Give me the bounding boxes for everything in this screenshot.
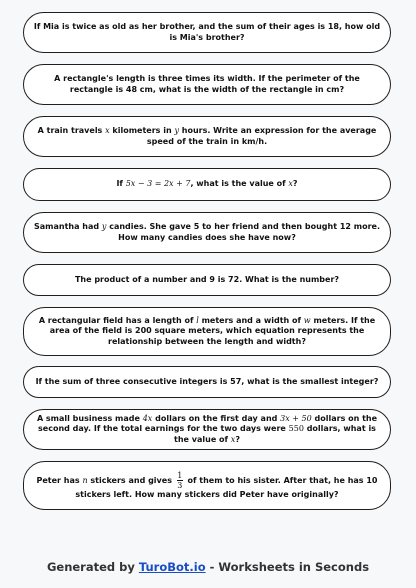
math-number: 550 xyxy=(288,424,304,434)
question-card-1 xyxy=(23,12,391,53)
question-text: A small business made 4x dollars on the first day and 3x + 50 dollars on the second day. If the total earnings for the two days were 550 dollars, what is the value of x? xyxy=(36,413,378,444)
math-variable: n xyxy=(82,475,88,485)
math-expression: 4x xyxy=(142,413,153,423)
math-variable: w xyxy=(303,315,311,325)
question-card-8 xyxy=(23,366,391,398)
question-text: If 5x − 3 = 2x + 7, what is the value of x? xyxy=(116,179,298,189)
math-variable: x xyxy=(105,126,110,135)
math-variable: x xyxy=(288,179,293,189)
question-card-6 xyxy=(23,264,391,296)
question-text: A train travels x kilometers in y hours. Write an expression for the average speed of the train in km/h. xyxy=(37,126,377,146)
question-text: A rectangle's length is three times its width. If the perimeter of the rectangle is 48 cm, what is the width of the rectangle in cm? xyxy=(54,74,360,94)
footer-suffix: - Worksheets in Seconds xyxy=(205,560,370,574)
math-variable: y xyxy=(101,222,107,231)
turobot-link[interactable]: TuroBot.io xyxy=(138,560,206,574)
fraction-one-third xyxy=(177,471,183,490)
footer-prefix: Generated by xyxy=(46,560,139,574)
question-text: If Mia is twice as old as her brother, and the sum of their ages is 18, how old is Mia's brother? xyxy=(33,22,381,42)
math-equation: 5x − 3 = 2x + 7 xyxy=(125,179,191,189)
question-card-2 xyxy=(23,64,391,105)
math-expression: 3x + 50 xyxy=(280,413,312,423)
math-variable: l xyxy=(196,315,199,325)
question-card-4 xyxy=(23,168,391,201)
question-card-7 xyxy=(23,307,391,356)
math-variable: x xyxy=(230,434,236,444)
question-card-5 xyxy=(23,212,391,253)
question-card-10 xyxy=(23,461,391,510)
fraction-numerator: 1 xyxy=(177,470,183,480)
question-text: Samantha had y candies. She gave 5 to her friend and then bought 12 more. How many candies does she have now? xyxy=(33,222,380,242)
question-text: A rectangular field has a length of l meters and a width of w meters. If the area of the field is 200 square meters, which equation represents the relationship between the length and width? xyxy=(38,315,376,346)
question-text: The product of a number and 9 is 72. What is the number? xyxy=(74,274,340,284)
footer xyxy=(0,560,416,574)
question-text: Peter has n stickers and gives $\frac{1}{3}$ of them to his sister. After that, he has 10 stickers left. How many stickers did Peter have originally? xyxy=(36,470,378,499)
question-text: If the sum of three consecutive integers is 57, what is the smallest integer? xyxy=(35,376,379,386)
math-variable: y xyxy=(174,126,179,135)
question-card-3 xyxy=(23,116,391,157)
fraction-denominator: 3 xyxy=(177,480,183,490)
question-card-9 xyxy=(23,409,391,450)
